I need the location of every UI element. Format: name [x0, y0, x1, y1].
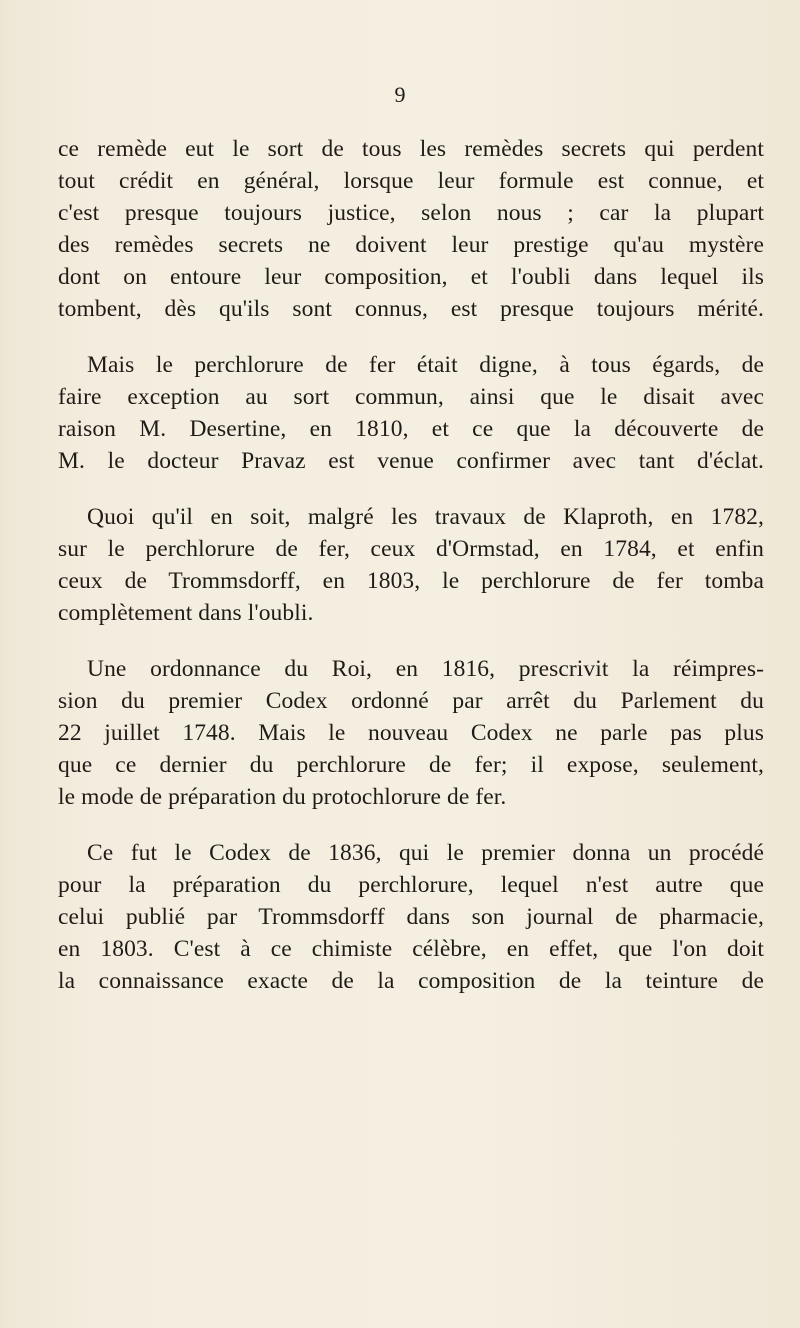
- text-line: raison M. Desertine, en 1810, et ce que la découverte de: [58, 416, 764, 442]
- text-line: M. le docteur Pravaz est venue confirmer avec tant d'éclat.: [58, 448, 764, 474]
- text-line: ce remède eut le sort de tous les remèdes secrets qui perdent: [58, 136, 764, 162]
- paragraph: [58, 349, 764, 477]
- paragraph: [58, 837, 764, 997]
- text-line: 22 juillet 1748. Mais le nouveau Codex ne parle pas plus: [58, 720, 764, 746]
- text-line: Une ordonnance du Roi, en 1816, prescrivit la réimpres-: [87, 656, 764, 682]
- text-line: la connaissance exacte de la composition de la teinture de: [58, 968, 764, 994]
- text-line: complètement dans l'oubli.: [58, 600, 314, 626]
- text-line: ceux de Trommsdorff, en 1803, le perchlorure de fer tomba: [58, 568, 764, 594]
- text-line: tout crédit en général, lorsque leur formule est connue, et: [58, 168, 764, 194]
- text-line: celui publié par Trommsdorff dans son journal de pharmacie,: [58, 904, 764, 930]
- text-line: que ce dernier du perchlorure de fer; il expose, seulement,: [58, 752, 764, 778]
- text-line: en 1803. C'est à ce chimiste célèbre, en effet, que l'on doit: [58, 936, 764, 962]
- text-line: sur le perchlorure de fer, ceux d'Ormstad, en 1784, et enfin: [58, 536, 764, 562]
- text-line: Mais le perchlorure de fer était digne, à tous égards, de: [87, 352, 764, 378]
- text-line: sion du premier Codex ordonné par arrêt du Parlement du: [58, 688, 764, 714]
- page-number: 9: [394, 82, 406, 107]
- text-line: Quoi qu'il en soit, malgré les travaux de Klaproth, en 1782,: [87, 504, 764, 530]
- text-line: des remèdes secrets ne doivent leur prestige qu'au mystère: [58, 232, 764, 258]
- paragraph: [58, 133, 764, 325]
- text-line: dont on entoure leur composition, et l'oubli dans lequel ils: [58, 264, 764, 290]
- paragraph: [58, 501, 764, 629]
- body-text: [58, 133, 764, 1021]
- text-line: c'est presque toujours justice, selon nous ; car la plupart: [58, 200, 764, 226]
- text-line: pour la préparation du perchlorure, lequel n'est autre que: [58, 872, 764, 898]
- text-line: tombent, dès qu'ils sont connus, est presque toujours mérité.: [58, 296, 764, 322]
- paragraph: [58, 653, 764, 813]
- text-line: Ce fut le Codex de 1836, qui le premier donna un procédé: [87, 840, 764, 866]
- text-line: le mode de préparation du protochlorure de fer.: [58, 784, 507, 810]
- text-line: faire exception au sort commun, ainsi que le disait avec: [58, 384, 764, 410]
